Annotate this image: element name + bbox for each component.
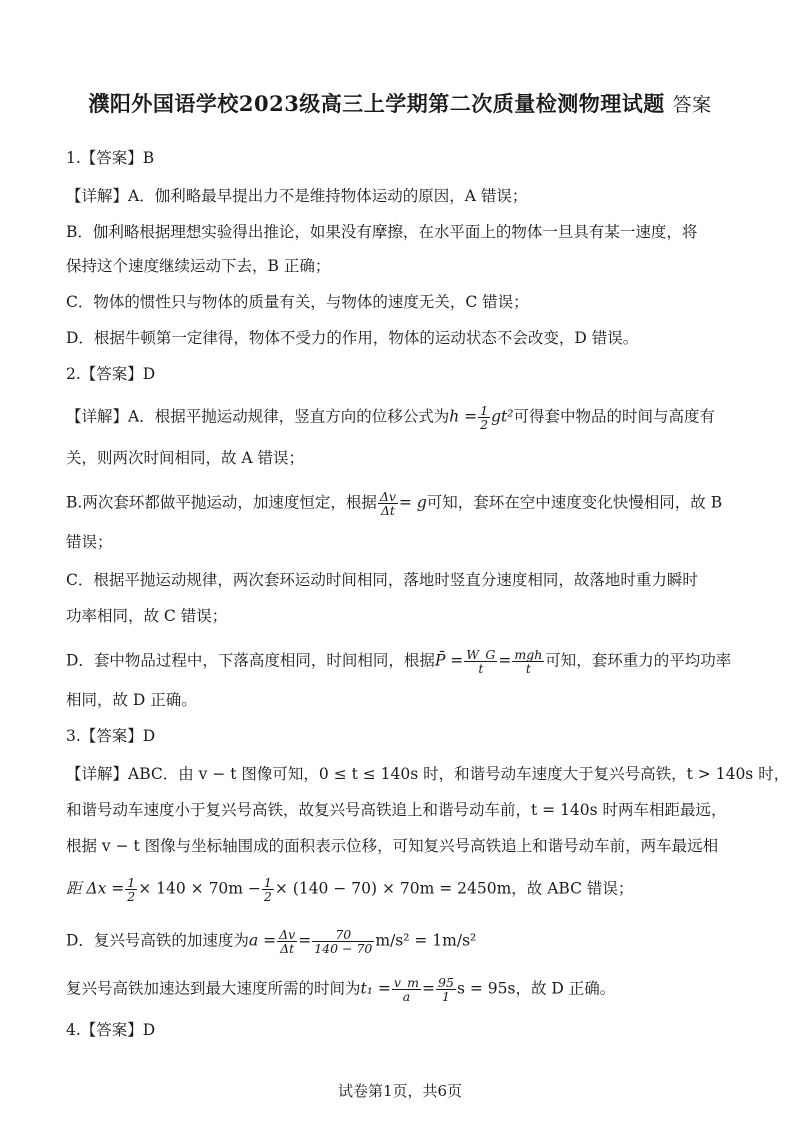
q2-l1-text-b: 可得套中物品的时间与高度有: [513, 407, 715, 426]
q3-l6-fraction-2: $\frac{95}{1}$: [438, 975, 454, 1004]
q3-l4-mid: × 140 × 70m −: [138, 879, 261, 898]
q2-detail-line-2: 关，则两次时间相同，故 A 错误；: [66, 449, 305, 467]
q2-detail-line-8: 相同，故 D 正确。: [66, 691, 197, 709]
q3-detail-line-1: 【详解】ABC．由 v − t 图像可知，0 ≤ t ≤ 140s 时，和谐号动车速度大于复兴号高铁，t > 140s 时，: [66, 765, 790, 783]
q3-detail-line-4: [66, 876, 756, 903]
q1-answer: 1.【答案】B: [66, 149, 155, 167]
q1-detail-line-1: 【详解】A．伽利略最早提出力不是维持物体运动的原因，A 错误；: [66, 187, 528, 205]
page-title: [0, 88, 800, 118]
q3-detail-line-2: 和谐号动车速度小于复兴号高铁，故复兴号高铁追上和谐号动车前，t = 140s 时两车相距最远，: [66, 801, 727, 819]
q3-detail-line-3: 根据 v − t 图像与坐标轴围成的面积表示位移，可知复兴号高铁追上和谐号动车前，两车最远相: [66, 837, 719, 855]
title-text: 濮阳外国语学校2023级高三上学期第二次质量检测物理试题: [88, 91, 665, 116]
title-suffix: 答案: [672, 94, 712, 116]
q3-l5-lhs: a =: [248, 931, 277, 950]
q3-detail-line-5: D．复兴号高铁的加速度为a = $\frac{\Delta v}{\Delta t}$ = $\frac{70}{140 - 70}$ m/s² = 1m/s²: [66, 927, 477, 956]
q3-l5-rhs: m/s² = 1m/s²: [375, 931, 477, 950]
q3-l6-fraction-1: $\frac{v\_m}{a}$: [393, 975, 420, 1004]
q3-l4-text-b: ，故 ABC 错误；: [511, 879, 634, 898]
q2-detail-line-6: 功率相同，故 C 错误；: [66, 607, 228, 625]
q2-l3-fraction: $\frac{\Delta v}{\Delta t}$: [379, 489, 396, 518]
q2-detail-line-1: [66, 404, 756, 431]
q2-l3-text-a: B.两次套环都做平抛运动，加速度恒定，根据: [66, 493, 377, 512]
q2-l1-text-a: 【详解】A．根据平抛运动规律，竖直方向的位移公式为: [66, 407, 450, 426]
q3-l6-text-a: 复兴号高铁加速达到最大速度所需的时间为: [66, 979, 361, 998]
q3-l6-rhs: s = 95s: [456, 979, 516, 998]
q3-l5-fraction-2: $\frac{70}{140 - 70}$: [314, 927, 373, 956]
q3-l4-text-a: 距 Δx =: [66, 879, 125, 898]
q2-answer: 2.【答案】D: [66, 365, 156, 383]
q3-l4-fraction-1: $\frac{1}{2}$: [127, 875, 136, 904]
q3-l5-fraction-1: $\frac{\Delta v}{\Delta t}$: [279, 927, 296, 956]
q3-l4-fraction-2: $\frac{1}{2}$: [263, 875, 272, 904]
q2-l7-formula-lhs: P̄ =: [434, 651, 464, 670]
q2-detail-line-4: 错误；: [66, 533, 113, 551]
q2-detail-line-3: [66, 490, 756, 517]
q4-answer: 4.【答案】D: [66, 1021, 156, 1039]
q3-detail-line-6: 复兴号高铁加速达到最大速度所需的时间为t₁ = $\frac{v\_m}{a}$ = $\frac{95}{1}$ s = 95s，故 D 正确。: [66, 975, 616, 1004]
q3-l6-text-b: ，故 D 正确。: [515, 979, 616, 998]
q2-l7-text-b: 可知，套环重力的平均功率: [545, 651, 732, 670]
q1-detail-line-4: C．物体的惯性只与物体的质量有关，与物体的速度无关，C 错误；: [66, 293, 529, 311]
q2-detail-line-7: D．套中物品过程中，下落高度相同，时间相同，根据P̄ = $\frac{W\_G}{t}$ = $\frac{\text{mgh}}{t}$ 可知，套环重力的平均功率: [66, 647, 732, 676]
q3-l6-lhs: t₁ =: [360, 979, 391, 998]
page-footer: 试卷第1页，共6页: [337, 1082, 463, 1100]
q2-l1-formula-lhs: h =: [449, 407, 478, 426]
q2-l3-formula-rhs: = g: [398, 493, 427, 512]
q2-detail-line-5: C．根据平抛运动规律，两次套环运动时间相同，落地时竖直分速度相同，故落地时重力瞬时: [66, 571, 698, 589]
q2-l3-text-b: 可知，套环在空中速度变化快慢相同，故 B: [426, 493, 723, 512]
q2-l7-fraction-1: $\frac{W\_G}{t}$: [466, 647, 496, 676]
q1-detail-line-2: B．伽利略根据理想实验得出推论，如果没有摩擦，在水平面上的物体一旦具有某一速度，将: [66, 223, 698, 241]
q3-l4-rhs: × (140 − 70) × 70m = 2450m: [274, 879, 512, 898]
q1-detail-line-5: D．根据牛顿第一定律得，物体不受力的作用，物体的运动状态不会改变，D 错误。: [66, 329, 639, 347]
q3-l5-text-a: D．复兴号高铁的加速度为: [66, 931, 249, 950]
q2-l7-text-a: D．套中物品过程中，下落高度相同，时间相同，根据: [66, 651, 435, 670]
q2-l1-fraction: $\frac{1}{2}$: [480, 403, 489, 432]
q3-answer: 3.【答案】D: [66, 727, 156, 745]
q2-l7-fraction-2: $\frac{\text{mgh}}{t}$: [514, 647, 543, 676]
q2-l1-formula-rhs: gt²: [491, 407, 514, 426]
q1-detail-line-3: 保持这个速度继续运动下去，B 正确；: [66, 257, 331, 275]
